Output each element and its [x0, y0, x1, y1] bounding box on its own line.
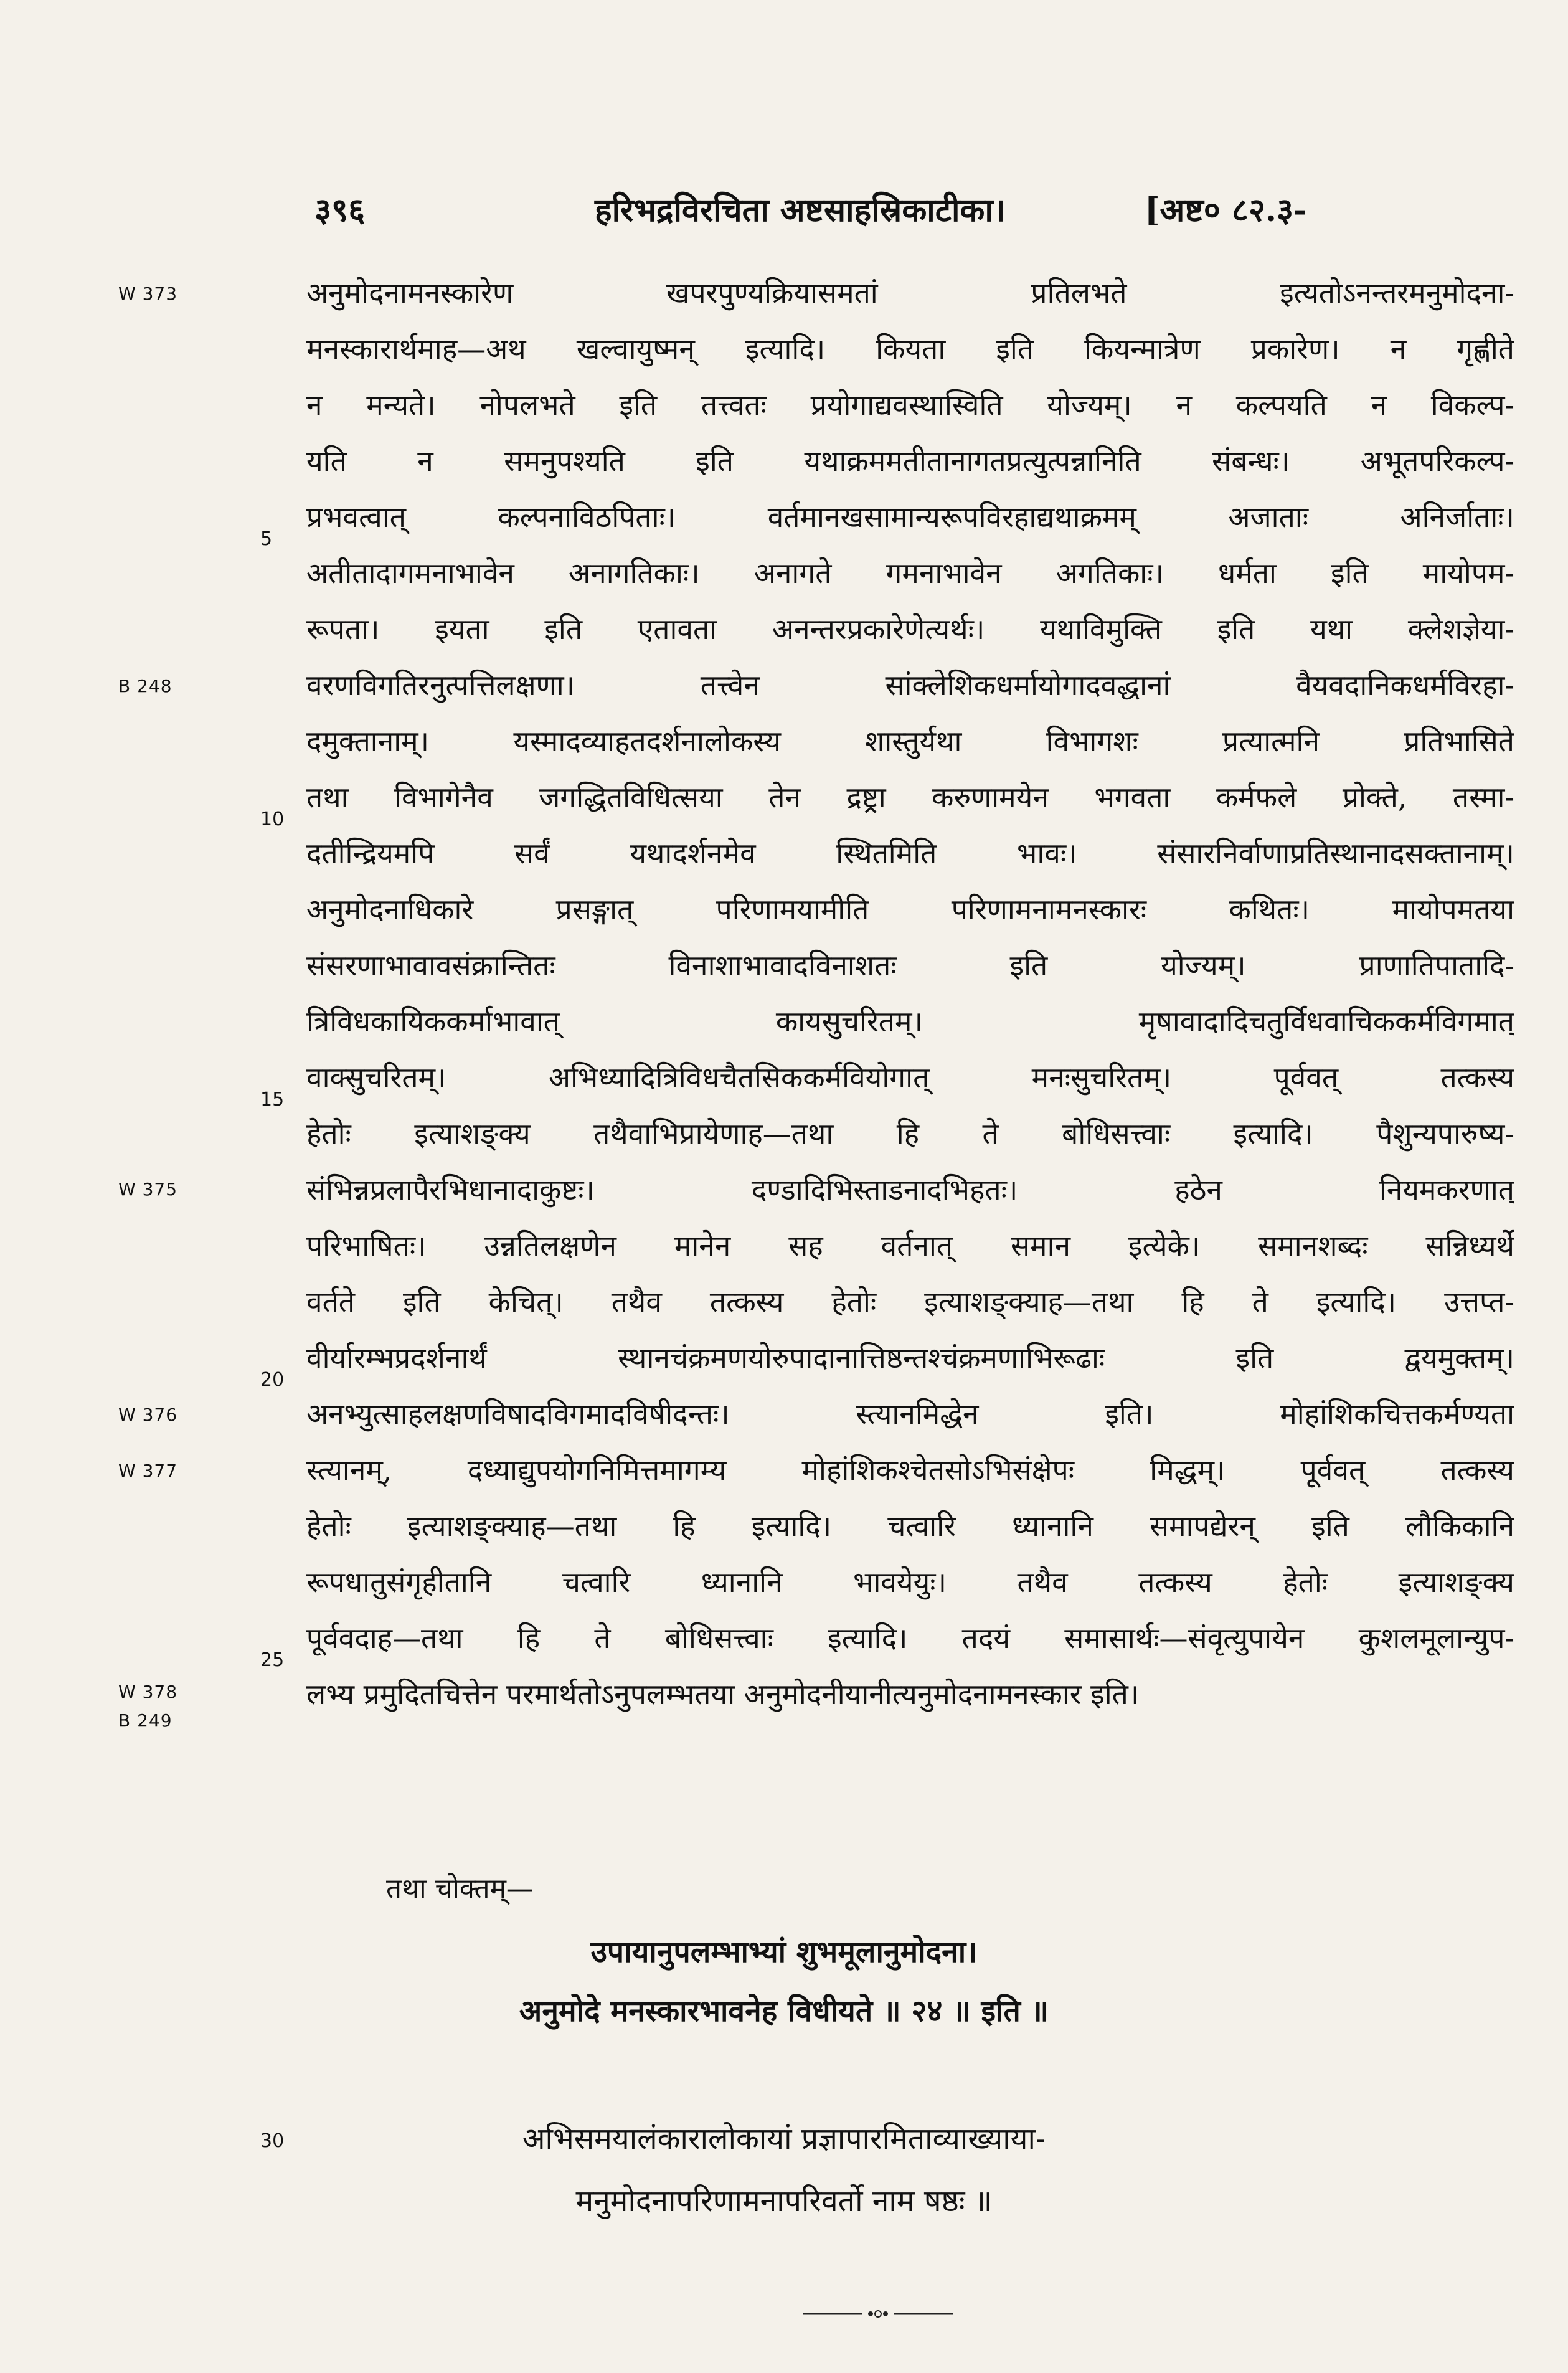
line-number-20: 20	[260, 1369, 285, 1391]
line-number-25: 25	[260, 1649, 285, 1671]
body-line: पूर्ववदाह—तथा हि ते बोधिसत्त्वाः इत्यादि। तदयं समासार्थः—संवृत्युपायेन कुशलमूलान्युप-	[306, 1621, 1514, 1655]
running-title: हरिभद्रविरचिता अष्टसाहस्रिकाटीका।	[595, 191, 1006, 229]
margin-ref-b248: B 248	[118, 676, 172, 696]
body-line: दमुक्तानाम्। यस्मादव्याहतदर्शनालोकस्य शास्तुर्यथा विभागशः प्रत्यात्मनि प्रतिभासिते	[306, 724, 1514, 758]
margin-ref-w378: W 378	[118, 1682, 178, 1702]
body-line: न मन्यते। नोपलभते इति तत्त्वतः प्रयोगाद्यवस्थास्विति योज्यम्। न कल्पयति न विकल्प-	[306, 388, 1514, 422]
body-line: प्रभवत्वात् कल्पनाविठपिताः। वर्तमानखसामान्यरूपविरहाद्यथाक्रमम् अजाताः अनिर्जाताः।	[306, 500, 1514, 534]
quote-introduction: तथा चोक्तम्—	[386, 1873, 534, 1905]
body-line: दतीन्द्रियमपि सर्वं यथादर्शनमेव स्थितमिति भावः। संसारनिर्वाणाप्रतिस्थानादसक्तानाम्।	[306, 836, 1514, 870]
ornament-divider	[803, 2308, 953, 2320]
colophon-line-1: अभिसमयालंकारालोकायां प्रज्ञापारमिताव्याख्याया-	[522, 2121, 1046, 2156]
body-line: रूपधातुसंगृहीतानि चत्वारि ध्यानानि भावयेयुः। तथैव तत्कस्य हेतोः इत्याशङ्क्य	[306, 1565, 1514, 1599]
body-line: तथा विभागेनैव जगद्धितविधित्सया तेन द्रष्ट्रा करुणामयेन भगवता कर्मफले प्रोक्ते, तस्मा-	[306, 780, 1514, 814]
body-line: रूपता। इयता इति एतावता अनन्तरप्रकारेणेत्यर्थः। यथाविमुक्ति इति यथा क्लेशज्ञेया-	[306, 612, 1514, 646]
line-number-5: 5	[260, 528, 273, 550]
body-line: वीर्यारम्भप्रदर्शनार्थं स्थानचंक्रमणयोरुपादानात्तिष्ठन्तश्चंक्रमणाभिरूढाः इति द्वयमुक्तम्।	[306, 1341, 1514, 1375]
body-line: लभ्य प्रमुदितचित्तेन परमार्थतोऽनुपलम्भतया अनुमोदनीयानीत्यनुमोदनामनस्कार इति।	[306, 1677, 1140, 1711]
margin-ref-w373: W 373	[118, 283, 178, 304]
body-line: अतीतादागमनाभावेन अनागतिकाः। अनागते गमनाभावेन अगतिकाः। धर्मता इति मायोपम-	[306, 556, 1514, 590]
body-line: त्रिविधकायिककर्माभावात् कायसुचरितम्। मृषावादादिचतुर्विधवाचिककर्मविगमात्	[306, 1005, 1514, 1038]
verse-line-2: अनुमोदे मनस्कारभावनेह विधीयते ॥ २४ ॥ इति ॥	[519, 1994, 1049, 2029]
body-line: वरणविगतिरनुत्पत्तिलक्षणा। तत्त्वेन सांक्लेशिकधर्मायोगादवद्धानां वैयवदानिकधर्मविरहा-	[306, 668, 1514, 702]
body-line: संसरणाभावावसंक्रान्तितः विनाशाभावादविनाशतः इति योज्यम्। प्राणातिपातादि-	[306, 949, 1514, 982]
body-line: हेतोः इत्याशङ्क्य तथैवाभिप्रायेणाह—तथा हि ते बोधिसत्त्वाः इत्यादि। पैशुन्यपारुष्य-	[306, 1117, 1514, 1150]
page-header	[0, 187, 1568, 237]
page-number: ३९६	[314, 191, 366, 229]
margin-ref-w376: W 376	[118, 1404, 178, 1425]
body-line: अनभ्युत्साहलक्षणविषादविगमादविषीदन्तः। स्त्यानमिद्धेन इति। मोहांशिकचित्तकर्मण्यता	[306, 1397, 1514, 1431]
body-line: संभिन्नप्रलापैरभिधानादाकुष्टः। दण्डादिभिस्ताडनादभिहतः। हठेन नियमकरणात्	[306, 1173, 1514, 1206]
margin-ref-b249: B 249	[118, 1710, 172, 1731]
line-number-10: 10	[260, 808, 285, 830]
colophon-line-2: मनुमोदनापरिणामनापरिवर्तो नाम षष्ठः ॥	[575, 2184, 993, 2219]
body-line: अनुमोदनाधिकारे प्रसङ्गात् परिणामयामीति परिणामनामनस्कारः कथितः। मायोपमतया	[306, 893, 1514, 926]
margin-ref-w377: W 377	[118, 1461, 178, 1481]
body-line: अनुमोदनामनस्कारेण खपरपुण्यक्रियासमतां प्रतिलभते इत्यतोऽनन्तरमनुमोदना-	[306, 276, 1514, 310]
section-reference: [अष्ट० ८२.३-	[1145, 191, 1307, 229]
commentary-body	[306, 265, 1514, 1722]
body-line: हेतोः इत्याशङ्क्याह—तथा हि इत्यादि। चत्वारि ध्यानानि समापद्येरन् इति लौकिकानि	[306, 1509, 1514, 1543]
body-line: वर्तते इति केचित्। तथैव तत्कस्य हेतोः इत्याशङ्क्याह—तथा हि ते इत्यादि। उत्तप्त-	[306, 1285, 1514, 1319]
body-line: वाक्सुचरितम्। अभिध्यादित्रिविधचैतसिककर्मवियोगात् मनःसुचरितम्। पूर्ववत् तत्कस्य	[306, 1061, 1514, 1094]
line-number-15: 15	[260, 1089, 285, 1111]
line-number-30: 30	[260, 2130, 285, 2152]
body-line: स्त्यानम्, दध्याद्युपयोगनिमित्तमागम्य मोहांशिकश्चेतसोऽभिसंक्षेपः मिद्धम्। पूर्ववत् तत्कस्य	[306, 1453, 1514, 1487]
body-line: यति न समनुपश्यति इति यथाक्रममतीतानागतप्रत्युत्पन्नानिति संबन्धः। अभूतपरिकल्प-	[306, 444, 1514, 478]
verse-line-1: उपायानुपलम्भाभ्यां शुभमूलानुमोदना।	[590, 1935, 978, 1969]
body-line: मनस्कारार्थमाह—अथ खल्वायुष्मन् इत्यादि। कियता इति कियन्मात्रेण प्रकारेण। न गृह्णीते	[306, 332, 1514, 366]
margin-ref-w375: W 375	[118, 1179, 178, 1200]
body-line: परिभाषितः। उन्नतिलक्षणेन मानेन सह वर्तनात् समान इत्येके। समानशब्दः सन्निध्यर्थे	[306, 1229, 1514, 1262]
